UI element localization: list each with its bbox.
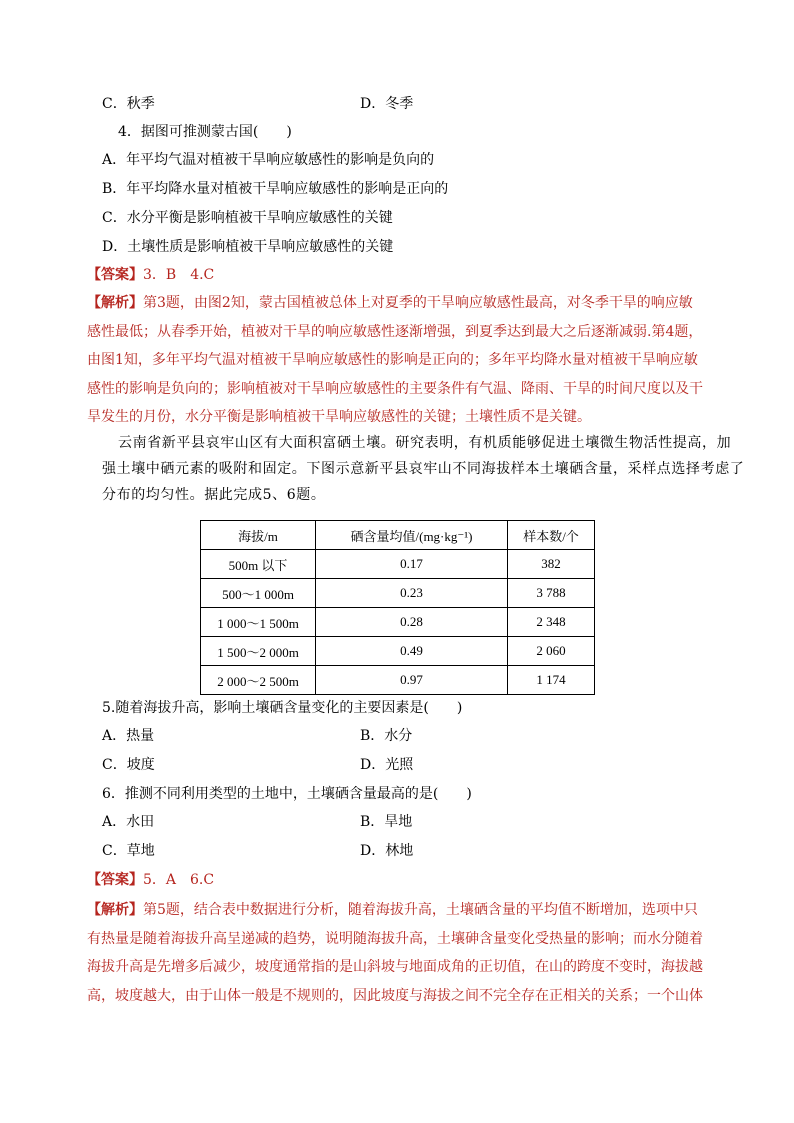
answer-tag: 【答案】 bbox=[87, 267, 143, 283]
selenium-table bbox=[200, 520, 595, 695]
table-cell: 2 060 bbox=[508, 637, 595, 666]
table-cell: 500m 以下 bbox=[201, 550, 316, 579]
analysis-line: 由图1知，多年平均气温对植被干旱响应敏感性的影响是正向的；多年平均降水量对植被干旱响应敏 bbox=[87, 352, 698, 369]
table-cell: 500～1 000m bbox=[201, 579, 316, 608]
intro-line: 云南省新平县哀牢山区有大面积富硒土壤。研究表明，有机质能够促进土壤微生物活性提高，加 bbox=[118, 435, 732, 451]
q3-option-c: C．秋季 bbox=[102, 96, 155, 112]
table-header-samples: 样本数/个 bbox=[508, 521, 595, 550]
table-header-selenium: 硒含量均值/(mg·kg⁻¹) bbox=[316, 521, 508, 550]
table-cell: 1 500～2 000m bbox=[201, 637, 316, 666]
q4-option-a: A．年平均气温对植被干旱响应敏感性的影响是负向的 bbox=[102, 152, 435, 168]
answer-text: 3．B 4.C bbox=[143, 267, 215, 283]
table-header-row bbox=[201, 521, 595, 550]
table-cell: 2 348 bbox=[508, 608, 595, 637]
intro-paragraph-cont bbox=[102, 456, 745, 509]
table-header-altitude: 海拔/m bbox=[201, 521, 316, 550]
answer-5-6 bbox=[87, 870, 214, 890]
analysis-tag: 【解析】 bbox=[87, 902, 143, 918]
q4-option-b: B．年平均降水量对植被干旱响应敏感性的影响是正向的 bbox=[102, 181, 449, 197]
analysis-line: 第5题，结合表中数据进行分析，随着海拔升高，土壤硒含量的平均值不断增加，选项中只 bbox=[143, 902, 698, 918]
answer-text: 5．A 6.C bbox=[143, 872, 215, 888]
table-cell: 2 000～2 500m bbox=[201, 666, 316, 695]
intro-line: 强土壤中硒元素的吸附和固定。下图示意新平县哀牢山不同海拔样本土壤硒含量，采样点选择考虑了 bbox=[102, 461, 745, 477]
intro-paragraph bbox=[118, 430, 738, 456]
analysis-line: 感性的影响是负向的；影响植被对干旱响应敏感性的主要条件有气温、降雨、干旱的时间尺度以及干 bbox=[87, 380, 703, 397]
q4-option-d: D．土壤性质是影响植被干旱响应敏感性的关键 bbox=[102, 239, 394, 255]
table-cell: 1 174 bbox=[508, 666, 595, 695]
q6-option-c: C．草地 bbox=[102, 843, 155, 859]
q5-stem: 5.随着海拔升高，影响土壤硒含量变化的主要因素是( ) bbox=[102, 700, 463, 716]
analysis-line: 高，坡度越大，由于山体一般是不规则的，因此坡度与海拔之间不完全存在正相关的关系；一个山体 bbox=[87, 987, 703, 1004]
answer-tag: 【答案】 bbox=[87, 872, 143, 888]
table-cell: 0.97 bbox=[316, 666, 508, 695]
q5-option-a: A．热量 bbox=[102, 728, 155, 744]
table-cell: 3 788 bbox=[508, 579, 595, 608]
analysis-line: 海拔升高是先增多后减少，坡度通常指的是山斜坡与地面成角的正切值，在山的跨度不变时，海拔越 bbox=[87, 959, 703, 976]
q6-option-a: A．水田 bbox=[102, 814, 155, 830]
analysis-5-6 bbox=[87, 896, 727, 1010]
table-row bbox=[201, 637, 595, 666]
analysis-line: 旱发生的月份，水分平衡是影响植被干旱响应敏感性的关键；土壤性质不是关键。 bbox=[87, 409, 591, 426]
q6-stem: 6．推测不同利用类型的土地中，土壤硒含量最高的是( ) bbox=[102, 786, 472, 802]
table-row bbox=[201, 579, 595, 608]
analysis-line: 第3题，由图2知，蒙古国植被总体上对夏季的干旱响应敏感性最高，对冬季干旱的响应敏 bbox=[143, 295, 693, 311]
table-row bbox=[201, 666, 595, 695]
q4-option-c: C．水分平衡是影响植被干旱响应敏感性的关键 bbox=[102, 210, 393, 226]
q5-option-b: B．水分 bbox=[360, 728, 413, 744]
analysis-3-4 bbox=[87, 289, 727, 432]
table-cell: 1 000～1 500m bbox=[201, 608, 316, 637]
analysis-tag: 【解析】 bbox=[87, 295, 143, 311]
q5-option-d: D．光照 bbox=[360, 757, 414, 773]
q6-option-d: D．林地 bbox=[360, 843, 414, 859]
q6-option-b: B．旱地 bbox=[360, 814, 413, 830]
table-cell: 382 bbox=[508, 550, 595, 579]
analysis-line: 有热量是随着海拔升高呈递减的趋势，说明随海拔升高，土壤砷含量变化受热量的影响；而水分随着 bbox=[87, 930, 703, 947]
q3-option-d: D．冬季 bbox=[360, 96, 414, 112]
table-cell: 0.28 bbox=[316, 608, 508, 637]
table-cell: 0.49 bbox=[316, 637, 508, 666]
table-cell: 0.23 bbox=[316, 579, 508, 608]
table-cell: 0.17 bbox=[316, 550, 508, 579]
table-row bbox=[201, 550, 595, 579]
q5-option-c: C．坡度 bbox=[102, 757, 155, 773]
analysis-line: 感性最低；从春季开始，植被对干旱的响应敏感性逐渐增强，到夏季达到最大之后逐渐减弱.第4题， bbox=[87, 323, 703, 340]
table-row bbox=[201, 608, 595, 637]
q4-stem: 4．据图可推测蒙古国( ) bbox=[118, 124, 292, 140]
answer-3-4 bbox=[87, 265, 214, 285]
intro-line: 分布的均匀性。据此完成5、6题。 bbox=[102, 487, 326, 504]
